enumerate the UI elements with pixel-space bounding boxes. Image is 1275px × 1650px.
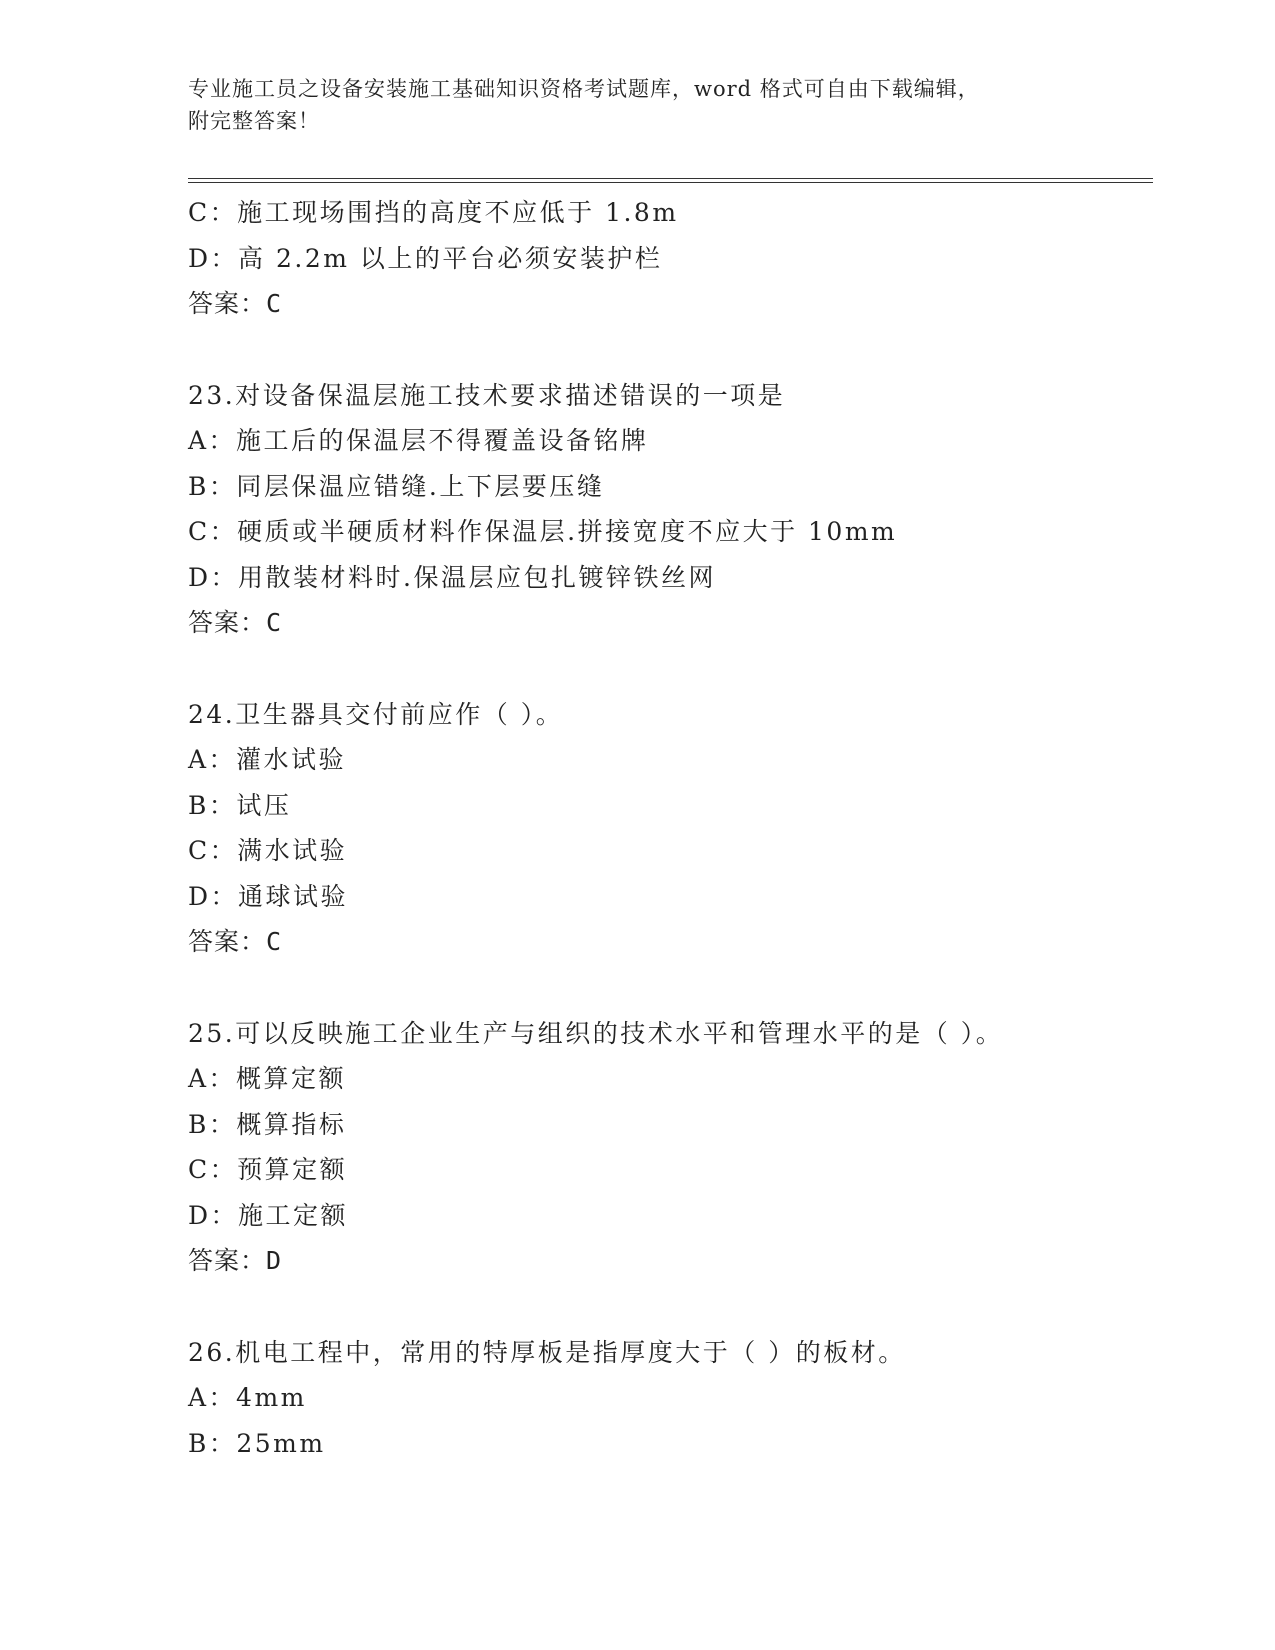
answer-label: 答案： xyxy=(188,927,267,956)
answer-value: C xyxy=(266,289,283,318)
header-line-2: 附完整答案！ xyxy=(188,109,320,133)
page-header xyxy=(188,73,1088,137)
option-c: C：满水试验 xyxy=(188,836,348,865)
option-d: D：通球试验 xyxy=(188,881,349,911)
question-stem: 26.机电工程中，常用的特厚板是指厚度大于（ ）的板材。 xyxy=(188,1337,906,1367)
question-25 xyxy=(188,1011,1148,1284)
option-d: D：用散装材料时.保温层应包扎镀锌铁丝网 xyxy=(188,562,716,592)
question-stem: 25.可以反映施工企业生产与组织的技术水平和管理水平的是（ ）。 xyxy=(188,1018,1004,1048)
answer-line xyxy=(188,600,1148,646)
option-b: B：试压 xyxy=(188,790,292,820)
question-24 xyxy=(188,692,1148,965)
header-divider-top xyxy=(188,178,1153,179)
header-line-1: 专业施工员之设备安装施工基础知识资格考试题库，word 格式可自由下载编辑， xyxy=(188,77,980,101)
option-a: A：施工后的保温层不得覆盖设备铭牌 xyxy=(188,426,649,455)
answer-line xyxy=(188,919,1148,965)
answer-value: D xyxy=(266,1246,283,1275)
option-b: B：概算指标 xyxy=(188,1109,347,1139)
option-a: A：概算定额 xyxy=(188,1064,347,1093)
question-26 xyxy=(188,1330,1148,1467)
answer-label: 答案： xyxy=(188,289,267,318)
question-stem: 23.对设备保温层施工技术要求描述错误的一项是 xyxy=(188,380,786,410)
option-c: C：施工现场围挡的高度不应低于 1.8m xyxy=(188,198,679,227)
answer-line xyxy=(188,1238,1148,1284)
option-a: A：4mm xyxy=(188,1383,307,1412)
option-b: B：同层保温应错缝.上下层要压缝 xyxy=(188,471,605,501)
option-c: C：硬质或半硬质材料作保温层.拼接宽度不应大于 10mm xyxy=(188,517,898,546)
answer-label: 答案： xyxy=(188,608,267,637)
option-d: D：高 2.2m 以上的平台必须安装护栏 xyxy=(188,243,663,273)
option-a: A：灌水试验 xyxy=(188,745,347,774)
answer-value: C xyxy=(266,927,283,956)
question-fragment xyxy=(188,190,1148,327)
answer-value: C xyxy=(266,608,283,637)
question-stem: 24.卫生器具交付前应作（ ）。 xyxy=(188,699,564,729)
option-c: C：预算定额 xyxy=(188,1155,348,1184)
header-divider-bottom xyxy=(188,182,1153,183)
question-23 xyxy=(188,373,1148,646)
option-d: D：施工定额 xyxy=(188,1200,349,1230)
answer-label: 答案： xyxy=(188,1246,267,1275)
option-b: B：25mm xyxy=(188,1428,326,1458)
answer-line xyxy=(188,281,1148,327)
question-list xyxy=(188,190,1148,1466)
